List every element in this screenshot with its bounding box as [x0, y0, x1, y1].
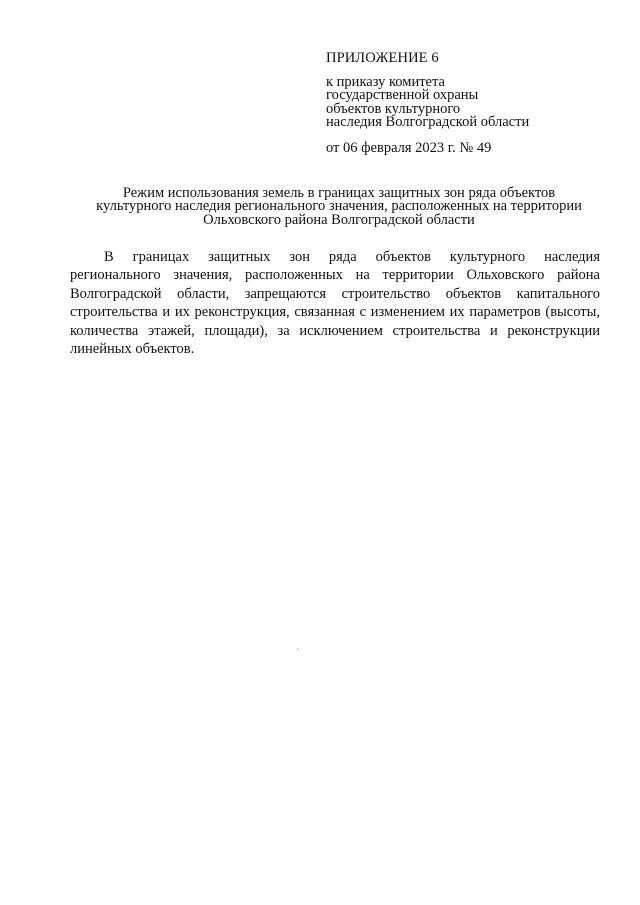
paragraph-line: количества этажей, площади), за исключением строительства и реконструкции [70, 322, 600, 339]
appendix-line: государственной охраны [326, 87, 479, 104]
appendix-line: к приказу комитета [326, 74, 445, 91]
scan-speck [297, 648, 299, 650]
paragraph-line: В границах защитных зон ряда объектов культурного наследия [104, 249, 600, 265]
appendix-title: ПРИЛОЖЕНИЕ 6 [326, 50, 439, 66]
body-paragraph [70, 248, 600, 358]
heading-line: Режим использования земель в границах защитных зон ряда объектов [122, 185, 556, 201]
appendix-block [326, 52, 616, 155]
appendix-date: от 06 февраля 2023 г. № 49 [326, 140, 492, 157]
heading-line: Ольховского района Волгоградской области [203, 211, 475, 228]
document-heading [60, 187, 618, 227]
paragraph-line: регионального значения, расположенных на территории Ольховского района [70, 267, 600, 284]
paragraph-line: строительства и их реконструкция, связанная с изменением их параметров (высоты, [70, 304, 600, 321]
paragraph-line: линейных объектов. [70, 340, 195, 357]
paragraph-line: Волгоградской области, запрещаются строительство объектов капитального [70, 285, 600, 302]
appendix-line: объектов культурного [326, 100, 461, 117]
heading-line: культурного наследия регионального значения, расположенных на территории [96, 198, 582, 215]
appendix-line: наследия Волгоградской области [326, 113, 530, 130]
